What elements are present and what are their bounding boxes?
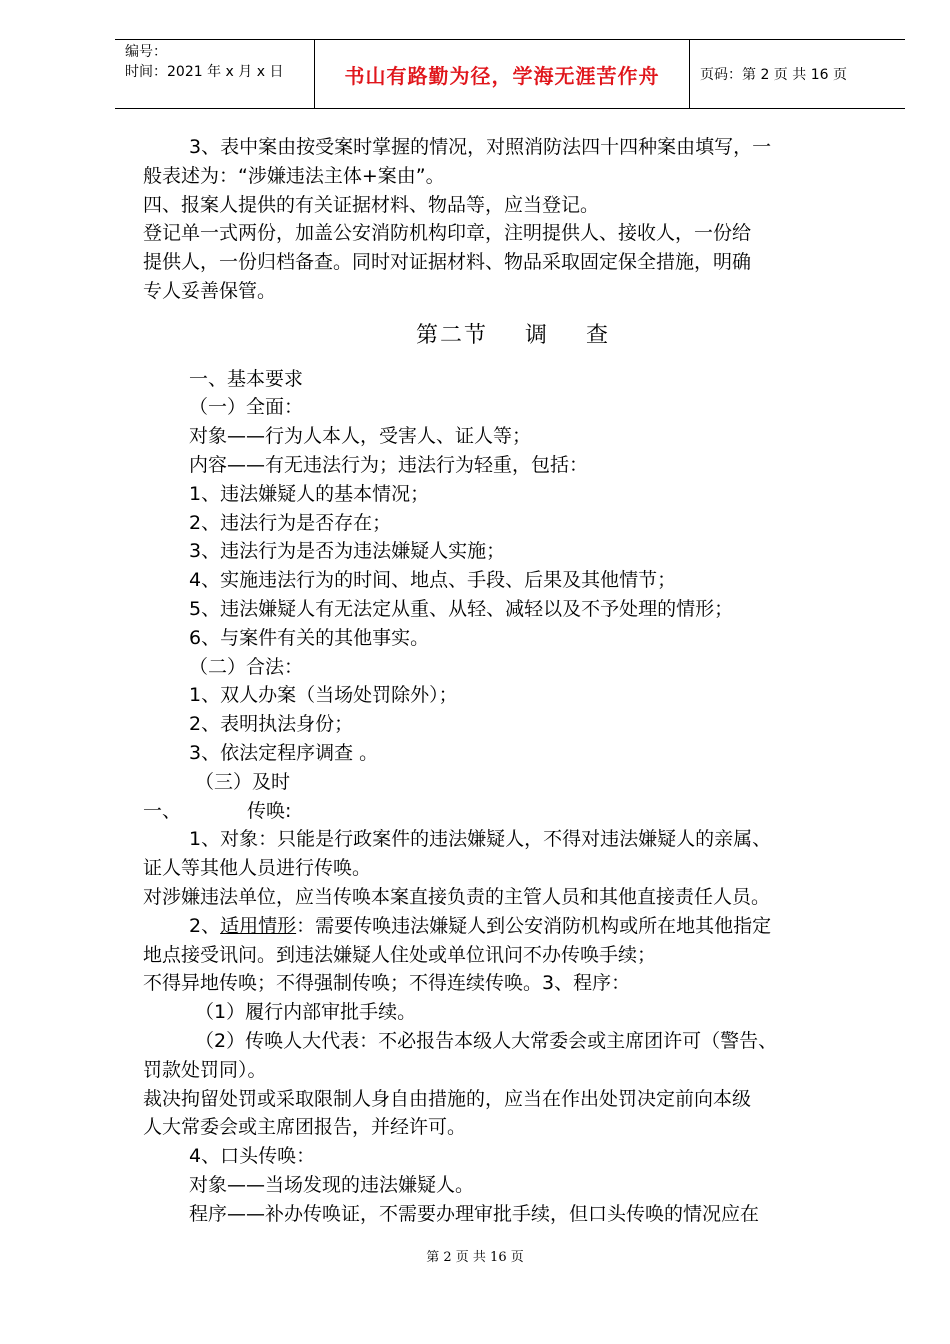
page-info: 页码：第 2 页 共 16 页 bbox=[700, 67, 847, 83]
paragraph: 四、报案人提供的有关证据材料、物品等，应当登记。 bbox=[143, 193, 600, 216]
header-table bbox=[115, 39, 905, 109]
text-fragment: ：需要传唤违法嫌疑人到公安消防机构或所在地其他指定 bbox=[296, 914, 772, 937]
paragraph: 提供人，一份归档备查。同时对证据材料、物品采取固定保全措施，明确 bbox=[143, 251, 752, 274]
motto: 书山有路勤为径，学海无涯苦作舟 bbox=[344, 63, 660, 88]
paragraph: 地点接受讯问。到违法嫌疑人住处或单位讯问不办传唤手续； bbox=[143, 943, 657, 966]
text-fragment: 2、 bbox=[189, 914, 221, 937]
paragraph bbox=[143, 912, 883, 941]
number-label: 编号： bbox=[125, 44, 167, 60]
section-title-part: 调 bbox=[524, 322, 549, 348]
paragraph: 人大常委会或主席团报告，并经许可。 bbox=[143, 1116, 467, 1139]
underlined-term: 适用情形 bbox=[220, 914, 297, 937]
paragraph: 专人妥善保管。 bbox=[143, 279, 277, 302]
page-footer: 第 2 页 共 16 页 bbox=[426, 1250, 524, 1265]
paragraph: （二）合法： bbox=[189, 655, 304, 678]
paragraph: 裁决拘留处罚或采取限制人身自由措施的，应当在作出处罚决定前向本级 bbox=[143, 1087, 752, 1110]
header-motto-cell bbox=[315, 40, 690, 108]
paragraph: 对涉嫌违法单位，应当传唤本案直接负责的主管人员和其他直接责任人员。 bbox=[143, 885, 771, 908]
section-title-part: 查 bbox=[586, 322, 611, 348]
paragraph: 不得异地传唤；不得强制传唤；不得连续传唤。3、程序： bbox=[143, 972, 631, 995]
heading-text: 传唤: bbox=[247, 799, 292, 822]
time-label: 时间：2021 年 x 月 x 日 bbox=[125, 64, 284, 80]
paragraph: 般表述为：“涉嫌违法主体+案由”。 bbox=[143, 164, 445, 187]
section-title bbox=[143, 322, 883, 351]
heading-basic-requirements: 一、基本要求 bbox=[189, 367, 304, 390]
list-item: 5、违法嫌疑人有无法定从重、从轻、减轻以及不予处理的情形； bbox=[189, 597, 734, 620]
heading-summons bbox=[143, 797, 883, 826]
paragraph: （1）履行内部审批手续。 bbox=[195, 1001, 417, 1024]
list-item: 2、表明执法身份； bbox=[189, 713, 354, 736]
paragraph: 对象——行为人本人，受害人、证人等； bbox=[189, 425, 532, 448]
paragraph: 登记单一式两份，加盖公安消防机构印章，注明提供人、接收人，一份给 bbox=[143, 222, 752, 245]
list-item: 3、违法行为是否为违法嫌疑人实施； bbox=[189, 540, 506, 563]
paragraph: （三）及时 bbox=[195, 770, 291, 793]
paragraph: 内容——有无违法行为；违法行为轻重，包括： bbox=[189, 453, 589, 476]
list-item: 1、双人办案（当场处罚除外）； bbox=[189, 684, 458, 707]
document-body bbox=[143, 133, 883, 1228]
paragraph: （2）传唤人大代表：不必报告本级人大常委会或主席团许可（警告、 bbox=[195, 1029, 778, 1052]
paragraph: 1、对象：只能是行政案件的违法嫌疑人，不得对违法嫌疑人的亲属、 bbox=[189, 828, 772, 851]
list-item: 3、依法定程序调查 。 bbox=[189, 741, 379, 764]
header-meta bbox=[115, 40, 315, 108]
list-item: 1、违法嫌疑人的基本情况； bbox=[189, 482, 430, 505]
heading-number: 一、 bbox=[143, 799, 182, 822]
header-page-cell bbox=[690, 40, 905, 108]
paragraph: 罚款处罚同）。 bbox=[143, 1058, 267, 1081]
paragraph: 程序——补办传唤证，不需要办理审批手续，但口头传唤的情况应在 bbox=[189, 1202, 760, 1225]
paragraph: 对象——当场发现的违法嫌疑人。 bbox=[189, 1173, 475, 1196]
paragraph: （一）全面： bbox=[189, 396, 304, 419]
section-title-part: 第二节 bbox=[415, 322, 488, 348]
list-item: 2、违法行为是否存在； bbox=[189, 511, 392, 534]
paragraph: 证人等其他人员进行传唤。 bbox=[143, 857, 372, 880]
paragraph: 3、表中案由按受案时掌握的情况，对照消防法四十四种案由填写，一 bbox=[189, 136, 772, 158]
list-item: 6、与案件有关的其他事实。 bbox=[189, 626, 430, 649]
list-item: 4、实施违法行为的时间、地点、手段、后果及其他情节； bbox=[189, 569, 677, 592]
paragraph: 4、口头传唤： bbox=[189, 1145, 316, 1168]
